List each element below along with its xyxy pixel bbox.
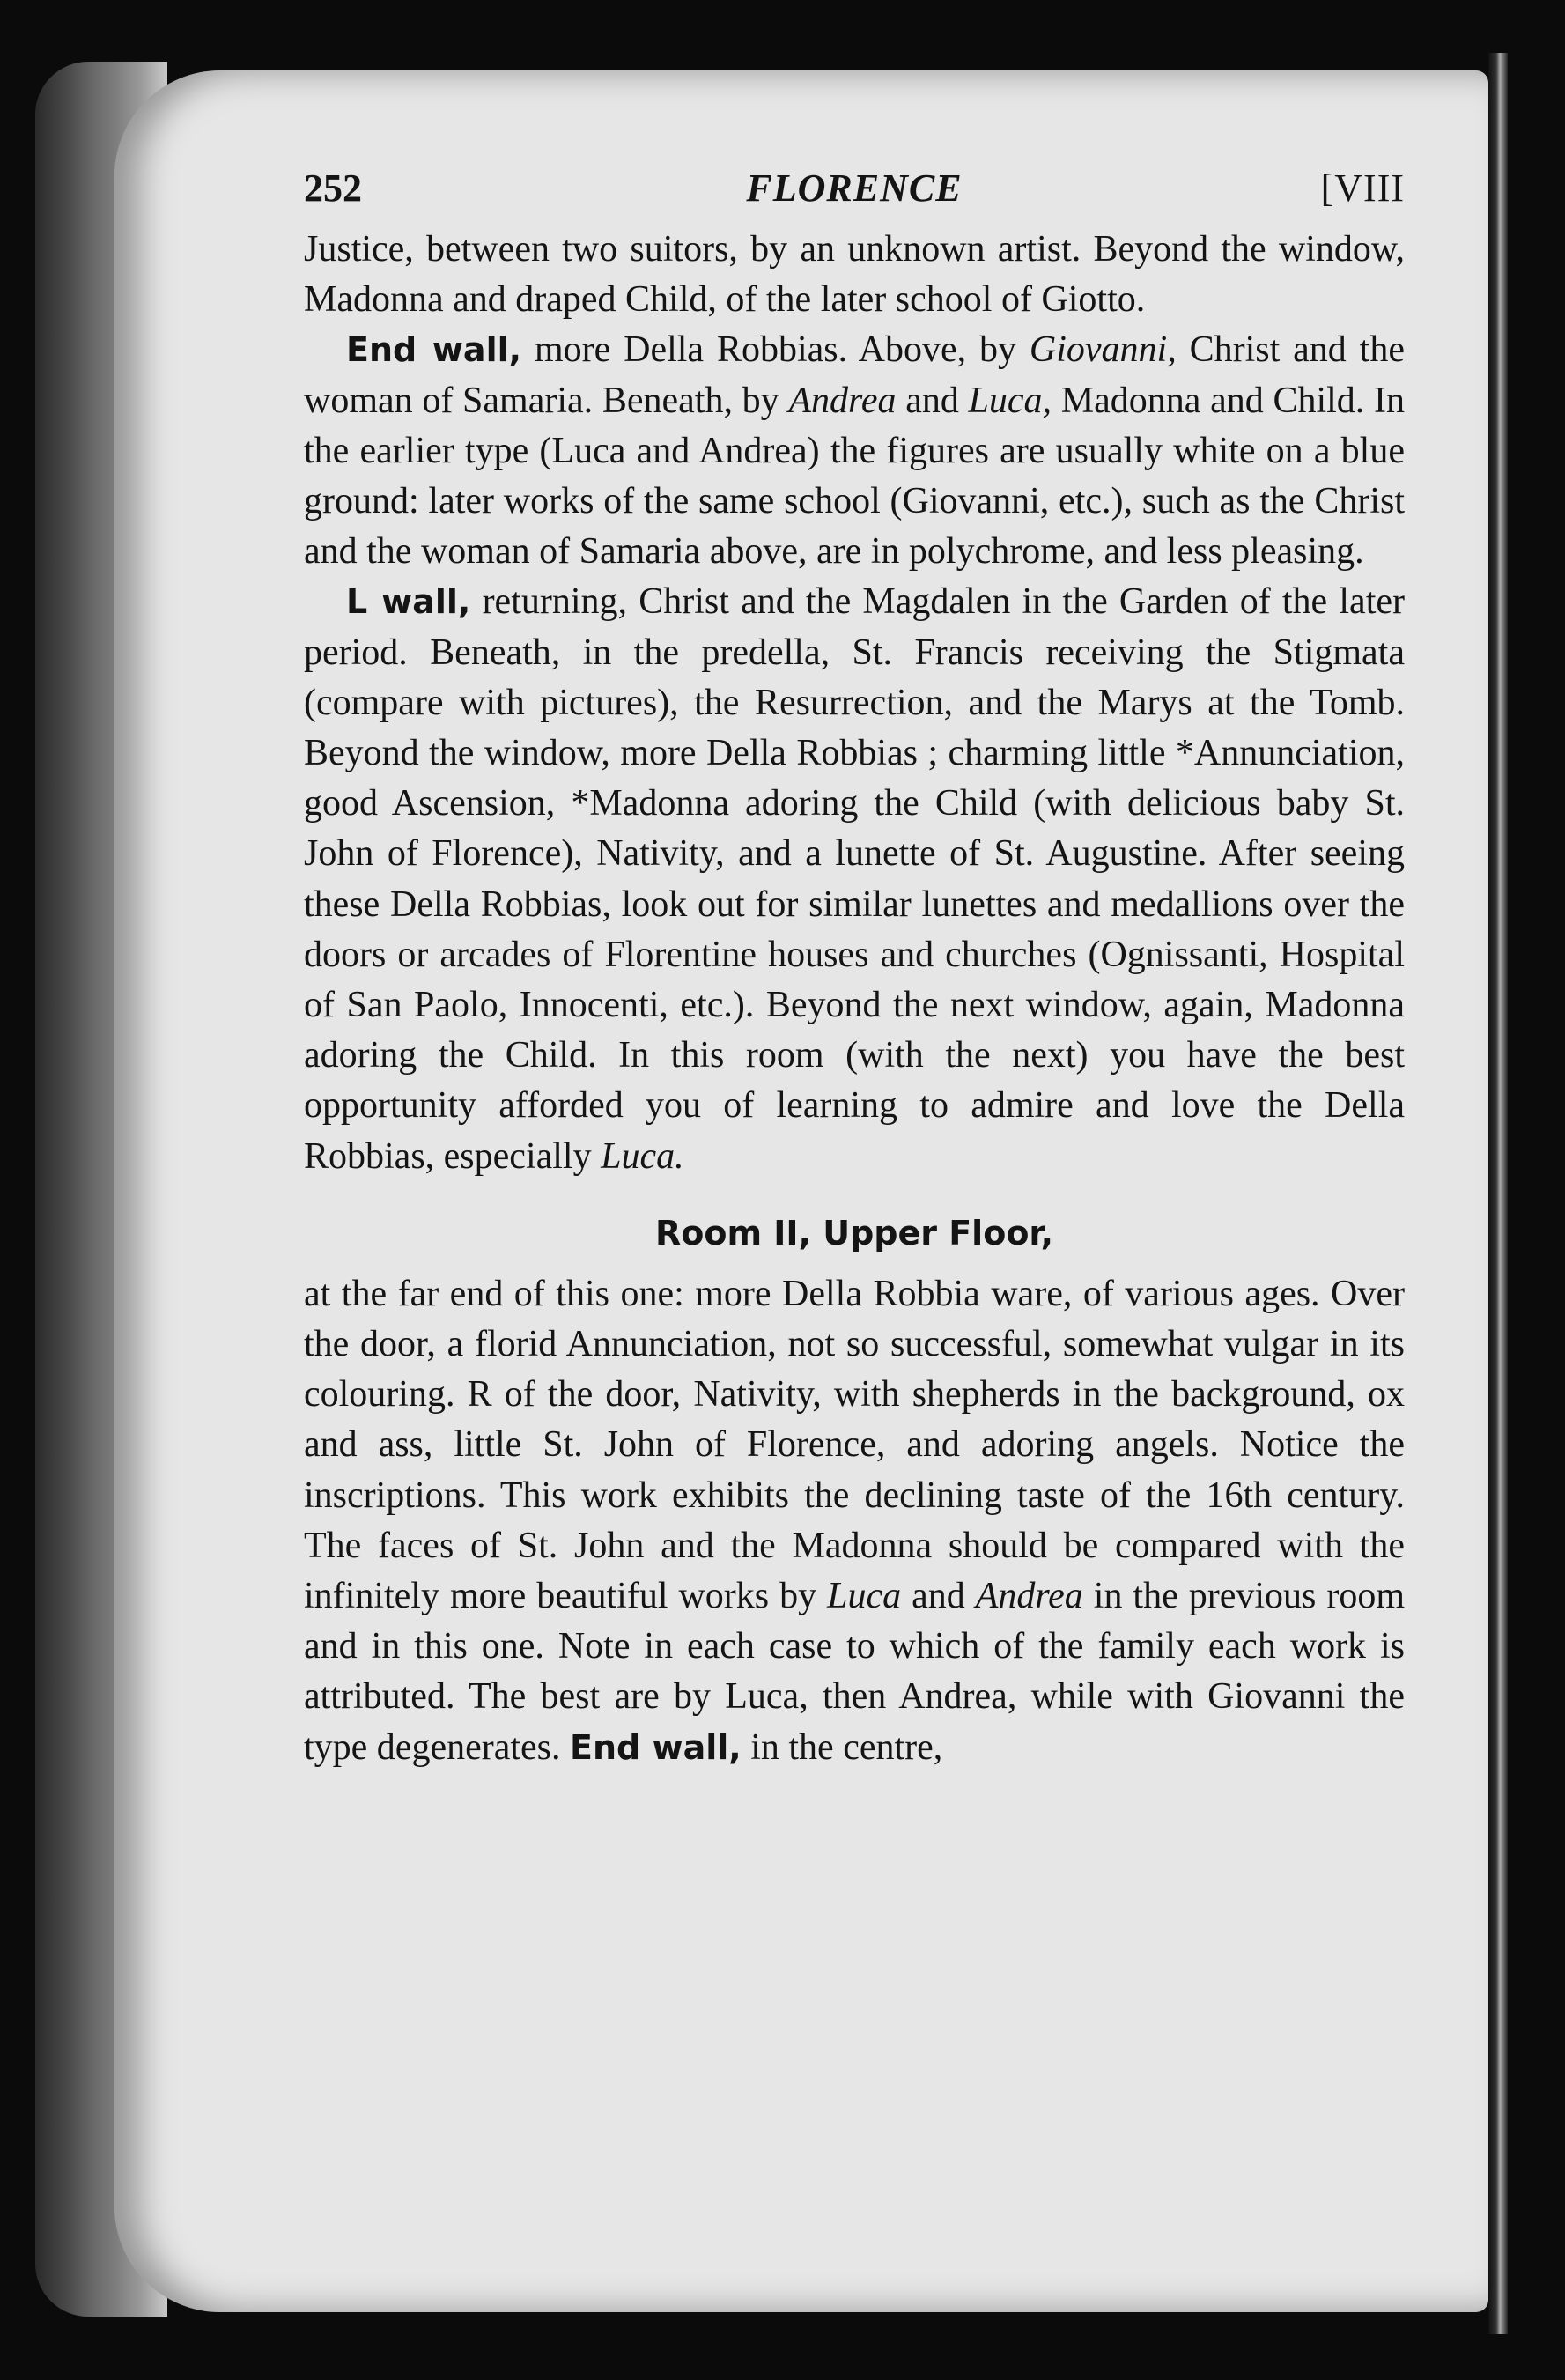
paragraph-2 <box>304 325 1405 577</box>
p4-text-3: in the previous room and in this one. Note in each case to which of the family each work is attributed. The best are by Luca, then Andrea, while with Giovanni the type degenerates. <box>304 1576 1405 1768</box>
paragraph-1: Justice, between two suitors, by an unknown artist. Beyond the window, Madonna and draped Child, of the later school of Giotto. <box>304 229 1405 321</box>
end-wall-label-2: End wall, <box>570 1727 742 1767</box>
room-heading: Room II, Upper Floor, <box>654 1213 1054 1253</box>
p4-name-andrea: Andrea <box>975 1576 1083 1617</box>
p2-name-andrea: Andrea <box>788 380 897 421</box>
page-edge <box>1488 53 1508 2334</box>
p2-text-3: and <box>896 380 969 421</box>
page-text <box>304 163 1405 1773</box>
p2-text-2: Christ and the woman of Samaria. Beneath, by <box>304 329 1405 421</box>
p4-text-4: in the centre, <box>741 1726 943 1768</box>
p2-name-giovanni: Giovanni, <box>1029 329 1177 371</box>
running-header <box>304 163 1405 225</box>
p2-name-luca: Luca, <box>968 380 1052 421</box>
p3-name-luca: Luca. <box>601 1135 684 1177</box>
running-title: FLORENCE <box>746 166 963 210</box>
page-number: 252 <box>304 166 362 210</box>
p2-text-1: more Della Robbias. Above, by <box>521 329 1030 371</box>
end-wall-label: End wall, <box>346 330 522 370</box>
section-heading <box>304 1208 1405 1259</box>
p4-text-1: at the far end of this one: more Della Robbia ware, of various ages. Over the door, a florid Annunciation, not so successful, somewhat vulgar in its colouring. R of the door, Nativity, with shepherds in the background, ox and ass, little St. John of Florence, and adoring angels. Notice the inscriptions. This work exhibits the declining taste of the 16th century. The faces of St. John and the Madonna should be compared with the infinitely more beautiful works by <box>304 1273 1405 1617</box>
chapter-marker: [VIII <box>1320 166 1405 210</box>
l-wall-label: L wall, <box>346 582 471 622</box>
paragraph-3 <box>304 577 1405 1181</box>
p2-text-4: Madonna and Child. In the earlier type (Luca and Andrea) the figures are usually white on a blue ground: later works of the same school (Giovanni, etc.), such as the Christ and the woman of Samaria above, are in polychrome, and less pleasing. <box>304 380 1405 573</box>
paragraph-4 <box>304 1269 1405 1773</box>
p4-text-2: and <box>901 1576 976 1617</box>
p3-text-1: returning, Christ and the Magdalen in the Garden of the later period. Beneath, in the predella, St. Francis receiving the Stigmata (compare with pictures), the Resurrection, and the Marys at the Tomb. Beyond the window, more Della Robbias ; charming little *Annunciation, good Ascension, *Madonna adoring the Child (with delicious baby St. John of Florence), Nativity, and a lunette of St. Augustine. After seeing these Della Robbias, look out for similar lunettes and medallions over the doors or arcades of Florentine houses and churches (Ognissanti, Hospital of San Paolo, Innocenti, etc.). Beyond the next window, again, Madonna adoring the Child. In this room (with the next) you have the best opportunity afforded you of learning to admire and love the Della Robbias, especially <box>304 581 1405 1177</box>
p4-name-luca: Luca <box>827 1576 902 1617</box>
